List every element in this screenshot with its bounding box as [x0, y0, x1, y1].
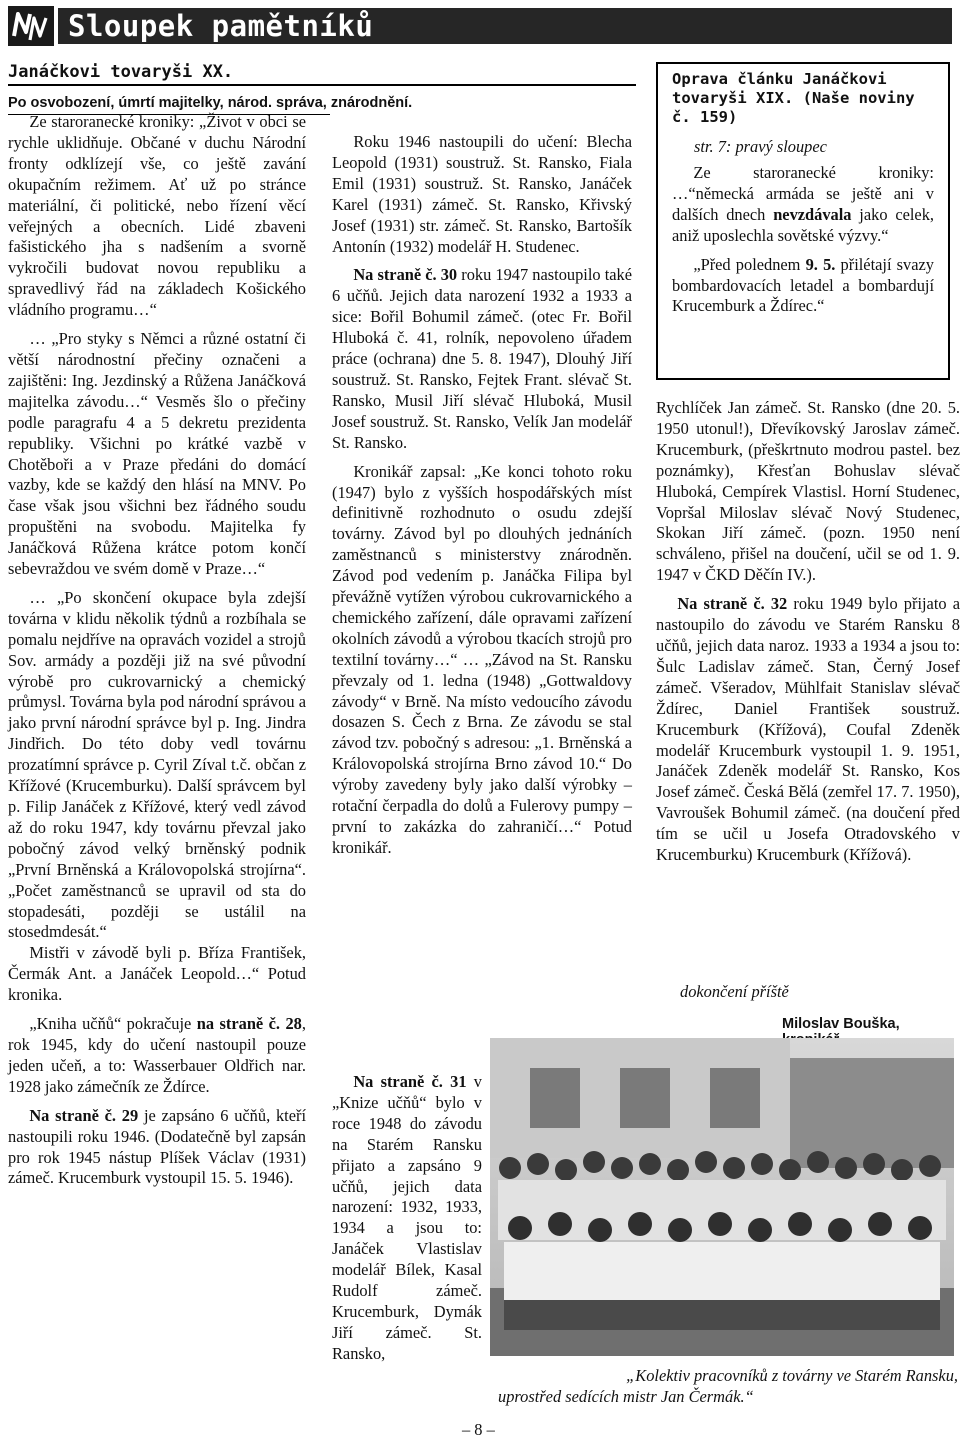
paragraph: Kronikář zapsal: „Ke konci tohoto roku (1947) bylo z vyšších hospodářských míst definitivně rozhodnuto o osudu zdejší továrny. Závod byl po dlouhých jednáních zaměstnanců s ministerstvy znárodněn. Závod pod vedením p. Janáčka Filipa byl převážně vytížen výrobou cukrovarnického a chemického zařízení, dále opravami zařízení okolních závodů a výrobou tkacích strojů pro textilní továrny…“ … „Závod na St. Ransku převzaly od 1. ledna (1948) „Gottwaldovy závody“ v Brně. Na místo vedoucího závodu dosazen S. Čech z Brna. Ze závodu se stal závod tzv. pobočný s adresou: „1. Brněnská a Královopolská strojírna Brno závod 10.“ Do výroby zavedeny byly jako další výrobky – rotační čerpadla do dolů a Fulerovy pumpy – první to zakázka do zahraničí…“ Potud kronikář. — [332, 461, 632, 857]
page-reference: Na straně č. 30 — [353, 265, 458, 285]
correction-title: Oprava článku Janáčkovi tovaryši XIX. (Naše noviny č. 159) — [672, 70, 915, 126]
paragraph: Rychlíček Jan zámeč. St. Ransko (dne 20. 5. 1950 utonul!), Dřevíkovský Jaroslav zámeč. Krucemburk, (přeškrtnuto modrou pastel. bez poznámky), Křesťan Bohuslav slévač Hluboká, Cempírek Vlastisl. Horní Studenec, Vopršal Miloslav slévač Nový Studenec, Skokan Jiří zámeč. (pozn. 1950 není schváleno, přišel na doučení, učil se od 1. 9. 1947 v ČKD Děčín IV.). — [656, 398, 960, 585]
page-number: – 8 – — [462, 1420, 495, 1439]
correction-body — [672, 163, 934, 317]
paragraph: Ze staroranecké kroniky: „Život v obci se rychle uklidňuje. Občané v duchu Národní fronty odklízejí vše, co ještě zavání okupačním režimem. Ať už po stránce materiální, či politické, nebo řízení věcí veřejných a obecních. Lidé zbaveni fašistického jha s nadšením a svorně vykročili budovat novou republiku a spravedlivý řád na základech Košického vládního programu…“ — [8, 112, 306, 320]
paragraph — [672, 163, 934, 247]
title-rule — [8, 84, 636, 86]
emphasis: nevzdávala — [773, 204, 852, 224]
paragraph: Roku 1946 nastoupili do učení: Blecha Leopold (1931) soustruž. St. Ransko, Fiala Emil (1931) soustruž. St. Ransko, Janáček Karel (1931) zámeč. St. Ransko, Křivský Josef (1931) str. zámeč. St. Ransko, Bartošík Antonín (1932) modelář H. Studenec. — [332, 132, 632, 256]
paragraph: … „Pro styky s Němci a různé ostatní či větší národnostní přečiny označeni a zajištěni: Ing. Jezdinský a Růžena Janáčková majitelka závodu…“ Vesměs šlo o přečiny podle paragrafu 4 a 5 dekretu prezidenta republiky. Všichni po krátké vazbě v Chotěboři a v Praze předáni do domácí vazby, kde se každý den hlásí na MNV. Po čase však jsou všichni bez řádného soudu propuštěni na svobodu. Majitelka fy Janáčková Růžena krátce potom končí sebevraždou ve svém domě v Praze…“ — [8, 329, 306, 579]
page-reference: na straně č. 28 — [196, 1014, 302, 1034]
text-run: „Před polednem — [693, 254, 806, 274]
text-run: , rok 1945, kdy do učení nastoupil pouze jeden učeň, a to: Wasserbauer Oldřich nar. 1928 jako zámečník ze Ždírce. — [8, 1014, 306, 1096]
caption-line: „Kolektiv pracovníků z továrny ve Starém Ransku, — [626, 1366, 958, 1385]
correction-box — [656, 62, 950, 380]
text-run: roku 1949 bylo přijato a nastoupilo do závodu ve Starém Ransku 8 učňů, jejich data naroz. 1933 a 1934 a jsou to: Šulc Ladislav zámeč. Stan, Černý Josef zámeč. Všeradov, Mühlfait Stanislav slévač Ždírec, Daniel František soustruž. Krucemburk (Křížová), Coufal Zdeněk modelář Krucemburk vystoupil 1. 9. 1951, Janáček Zdeněk modelář St. Ransko, Kos Josef zámeč. Česká Bělá (zemřel 17. 7. 1950), Vavroušek Bohumil zámeč. (na doučení před tím se učil u Josefa Otradovského v Krucemburku) Krucemburk (Křížová). — [656, 594, 960, 865]
paragraph — [8, 1106, 306, 1190]
text-run: je zapsáno 6 učňů, kteří nastoupili roku 1946. (Dodatečně byl zapsán pro rok 1945 nástup Plíšek Václav (1931) zámeč. Krucemburk vystoupil 15. 5. 1946). — [8, 1105, 306, 1188]
text-run: „Kniha učňů“ pokračuje — [29, 1014, 197, 1034]
paragraph — [656, 594, 960, 866]
text-column-1 — [8, 112, 306, 1189]
page-header — [8, 6, 952, 46]
page-reference: Na straně č. 32 — [677, 594, 788, 614]
paragraph: … „Po skončení okupace byla zdejší továrna v klidu několik týdnů a rozbíhala se pomalu nejdříve na opravách vozidel a strojů Sov. armády a později již na své původní výrobě pro cukrovarnický a chemický průmysl. Továrna byla pod národní správou a jako první národní správce byl p. Ing. Jindra Jindřich. Do této doby vedl továrnu prozatímní správce p. Cyril Zíval t.č. občan z Křížové (Krucemburku). Další správcem byl p. Filip Janáček z Křížové, který vedl závod až do roku 1947, kdy továrnu převzal jako pobočný závod velký brněnský podnik „První Brněnská a Královopolská strojírna“. „Počet zaměstnanců se upravil od sta do stopadesáti, později se ustálil na stosedmdesát.“ — [8, 587, 306, 942]
correction-reference: str. 7: pravý sloupec — [694, 137, 827, 156]
group-photo — [490, 1038, 954, 1356]
page-reference: Na straně č. 31 — [353, 1072, 467, 1091]
photo-caption — [498, 1366, 958, 1408]
text-run: přilétají svazy bombardovacích letadel a bombardují Krucemburk a Ždírec.“ — [672, 254, 934, 316]
paragraph — [8, 1014, 306, 1098]
caption-line: uprostřed sedících mistr Jan Čermák.“ — [498, 1386, 754, 1406]
article-title: Janáčkovi tovaryši XX. — [8, 62, 234, 82]
paragraph — [332, 1072, 482, 1365]
column-banner — [58, 8, 952, 44]
text-run: Ze staroranecké kroniky: …“německá armáda se ještě ani v dalších dnech — [672, 163, 934, 224]
column-title: Sloupek pamětníků — [68, 9, 374, 43]
text-column-2-lower — [332, 1072, 482, 1365]
page-reference: Na straně č. 29 — [29, 1105, 139, 1125]
text-column-3 — [656, 398, 960, 866]
emphasis: 9. 5. — [805, 254, 836, 274]
text-run: roku 1947 nastoupilo také 6 učňů. Jejich data narození 1932 a 1933 a sice: Bořil Bohumil zámeč. (otec Fr. Bořil Hluboká č. 41, rolník, nepovoleno úřadem práce (ochrana) dne 5. 8. 1947), Dlouhý Jiří soustruž. St. Ransko, Fejtek Frant. slévač St. Ransko, Musil Jiří slévač Hluboká, Musil Josef soustruž. St. Ransko, Velík Jan modelář St. Ransko. — [332, 265, 632, 452]
text-column-2 — [332, 132, 632, 859]
newspaper-logo-icon — [8, 6, 54, 46]
paragraph — [672, 255, 934, 318]
paragraph: Mistři v závodě byli p. Bříza František, Čermák Ant. a Janáček Leopold…“ Potud kronika. — [8, 943, 306, 1005]
article-subtitle: Po osvobození, úmrtí majitelky, národ. správa, znárodnění. — [8, 95, 413, 111]
continued-note: dokončení příště — [680, 982, 789, 1001]
author-signature: Miloslav Bouška, — [782, 1016, 900, 1032]
text-run: jako celek, aniž uposlechla sovětské výzvy.“ — [672, 204, 935, 245]
text-run: v „Knize učňů“ bylo v roce 1948 do závodu na Starém Ransku přijato a zapsáno 9 učňů, jejich data narození: 1932, 1933, 1934 a jsou to: Janáček Vlastislav modelář Bílek, Kasal Rudolf zámeč. Krucemburk, Dymák Jiří zámeč. St. Ransko, — [332, 1072, 482, 1363]
paragraph — [332, 265, 632, 453]
